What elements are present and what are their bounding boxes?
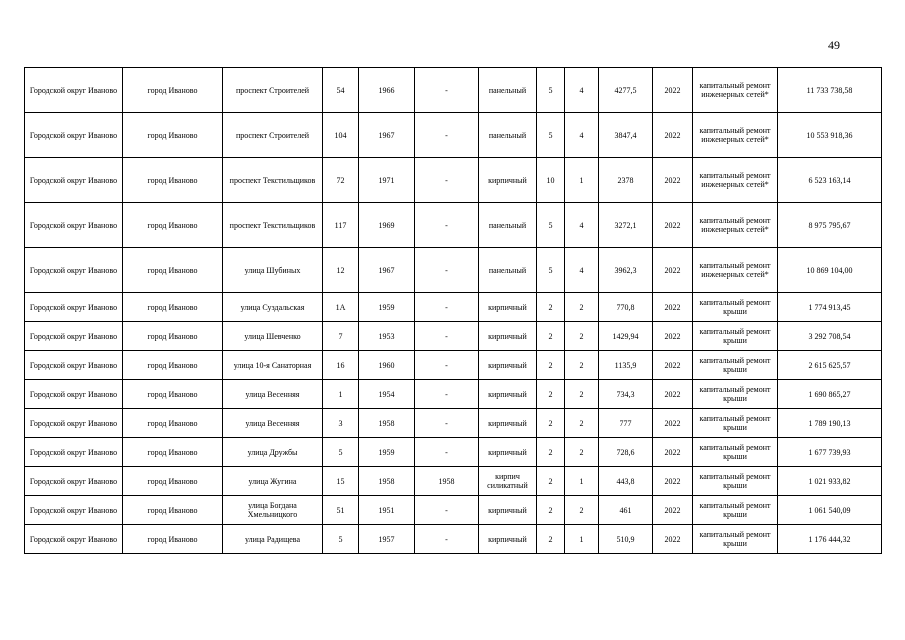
- cell-district: Городской округ Иваново: [25, 113, 123, 158]
- cell-work-type: капитальный ремонт крыши: [693, 293, 778, 322]
- cell-year-commissioning: -: [415, 351, 479, 380]
- cell-year-built: 1966: [359, 68, 415, 113]
- cell-settlement: город Иваново: [123, 525, 223, 554]
- cell-floors: 2: [537, 322, 565, 351]
- cell-district: Городской округ Иваново: [25, 248, 123, 293]
- cell-entrances: 2: [565, 380, 599, 409]
- cell-settlement: город Иваново: [123, 248, 223, 293]
- cell-entrances: 1: [565, 158, 599, 203]
- cell-floors: 5: [537, 113, 565, 158]
- cell-wall-material: кирпичный: [479, 158, 537, 203]
- cell-wall-material: кирпичный: [479, 293, 537, 322]
- cell-work-type: капитальный ремонт крыши: [693, 496, 778, 525]
- cell-area: 443,8: [599, 467, 653, 496]
- cell-floors: 5: [537, 68, 565, 113]
- cell-cost: 1 061 540,09: [778, 496, 882, 525]
- cell-repair-year: 2022: [653, 438, 693, 467]
- cell-repair-year: 2022: [653, 293, 693, 322]
- cell-cost: 1 176 444,32: [778, 525, 882, 554]
- cell-year-commissioning: -: [415, 248, 479, 293]
- cell-wall-material: панельный: [479, 113, 537, 158]
- table-row: [25, 380, 882, 409]
- cell-year-commissioning: -: [415, 438, 479, 467]
- cell-year-commissioning: -: [415, 380, 479, 409]
- table-row: [25, 158, 882, 203]
- cell-year-built: 1957: [359, 525, 415, 554]
- cell-entrances: 4: [565, 68, 599, 113]
- cell-floors: 2: [537, 496, 565, 525]
- cell-settlement: город Иваново: [123, 68, 223, 113]
- cell-house-number: 3: [323, 409, 359, 438]
- cell-settlement: город Иваново: [123, 293, 223, 322]
- cell-work-type: капитальный ремонт инженерных сетей*: [693, 68, 778, 113]
- cell-settlement: город Иваново: [123, 113, 223, 158]
- cell-floors: 2: [537, 467, 565, 496]
- cell-repair-year: 2022: [653, 525, 693, 554]
- cell-district: Городской округ Иваново: [25, 158, 123, 203]
- cell-year-built: 1967: [359, 113, 415, 158]
- cell-work-type: капитальный ремонт крыши: [693, 380, 778, 409]
- cell-district: Городской округ Иваново: [25, 203, 123, 248]
- cell-entrances: 4: [565, 248, 599, 293]
- table-row: [25, 409, 882, 438]
- cell-street: улица Жугина: [223, 467, 323, 496]
- cell-floors: 10: [537, 158, 565, 203]
- cell-settlement: город Иваново: [123, 322, 223, 351]
- cell-cost: 10 869 104,00: [778, 248, 882, 293]
- cell-work-type: капитальный ремонт крыши: [693, 351, 778, 380]
- cell-wall-material: панельный: [479, 248, 537, 293]
- cell-entrances: 1: [565, 467, 599, 496]
- cell-settlement: город Иваново: [123, 496, 223, 525]
- cell-year-built: 1951: [359, 496, 415, 525]
- cell-wall-material: кирпичный: [479, 496, 537, 525]
- cell-street: улица Богдана Хмельницкого: [223, 496, 323, 525]
- cell-repair-year: 2022: [653, 322, 693, 351]
- cell-work-type: капитальный ремонт крыши: [693, 409, 778, 438]
- cell-area: 1429,94: [599, 322, 653, 351]
- cell-year-commissioning: -: [415, 409, 479, 438]
- cell-cost: 1 021 933,82: [778, 467, 882, 496]
- table-body: [25, 68, 882, 554]
- cell-year-built: 1967: [359, 248, 415, 293]
- housing-repair-table: [24, 67, 882, 554]
- cell-wall-material: кирпичный: [479, 409, 537, 438]
- cell-district: Городской округ Иваново: [25, 380, 123, 409]
- cell-street: улица 10-я Санаторная: [223, 351, 323, 380]
- cell-district: Городской округ Иваново: [25, 293, 123, 322]
- cell-district: Городской округ Иваново: [25, 496, 123, 525]
- cell-entrances: 1: [565, 525, 599, 554]
- cell-house-number: 16: [323, 351, 359, 380]
- table-row: [25, 525, 882, 554]
- cell-house-number: 15: [323, 467, 359, 496]
- table-row: [25, 248, 882, 293]
- cell-cost: 1 774 913,45: [778, 293, 882, 322]
- cell-settlement: город Иваново: [123, 467, 223, 496]
- cell-settlement: город Иваново: [123, 158, 223, 203]
- cell-entrances: 4: [565, 113, 599, 158]
- cell-year-built: 1971: [359, 158, 415, 203]
- cell-settlement: город Иваново: [123, 351, 223, 380]
- cell-house-number: 104: [323, 113, 359, 158]
- cell-entrances: 2: [565, 409, 599, 438]
- cell-repair-year: 2022: [653, 68, 693, 113]
- cell-cost: 10 553 918,36: [778, 113, 882, 158]
- cell-wall-material: кирпичный: [479, 351, 537, 380]
- cell-floors: 2: [537, 438, 565, 467]
- cell-year-built: 1953: [359, 322, 415, 351]
- cell-work-type: капитальный ремонт крыши: [693, 467, 778, 496]
- cell-cost: 11 733 738,58: [778, 68, 882, 113]
- table-row: [25, 322, 882, 351]
- cell-area: 734,3: [599, 380, 653, 409]
- cell-work-type: капитальный ремонт инженерных сетей*: [693, 158, 778, 203]
- cell-floors: 2: [537, 380, 565, 409]
- cell-street: улица Шубиных: [223, 248, 323, 293]
- cell-repair-year: 2022: [653, 248, 693, 293]
- cell-entrances: 2: [565, 496, 599, 525]
- cell-area: 2378: [599, 158, 653, 203]
- cell-street: проспект Строителей: [223, 68, 323, 113]
- cell-house-number: 7: [323, 322, 359, 351]
- cell-year-commissioning: -: [415, 322, 479, 351]
- cell-house-number: 72: [323, 158, 359, 203]
- cell-work-type: капитальный ремонт инженерных сетей*: [693, 203, 778, 248]
- cell-cost: 1 789 190,13: [778, 409, 882, 438]
- cell-street: улица Весенняя: [223, 409, 323, 438]
- cell-settlement: город Иваново: [123, 438, 223, 467]
- cell-house-number: 117: [323, 203, 359, 248]
- cell-area: 510,9: [599, 525, 653, 554]
- cell-street: улица Дружбы: [223, 438, 323, 467]
- cell-repair-year: 2022: [653, 409, 693, 438]
- cell-wall-material: кирпичный: [479, 380, 537, 409]
- cell-year-built: 1960: [359, 351, 415, 380]
- cell-year-commissioning: -: [415, 203, 479, 248]
- cell-street: улица Радищева: [223, 525, 323, 554]
- cell-floors: 2: [537, 525, 565, 554]
- cell-entrances: 2: [565, 438, 599, 467]
- cell-house-number: 5: [323, 525, 359, 554]
- cell-cost: 2 615 625,57: [778, 351, 882, 380]
- cell-cost: 8 975 795,67: [778, 203, 882, 248]
- table-row: [25, 496, 882, 525]
- cell-repair-year: 2022: [653, 496, 693, 525]
- cell-house-number: 12: [323, 248, 359, 293]
- cell-street: улица Шевченко: [223, 322, 323, 351]
- cell-floors: 5: [537, 203, 565, 248]
- cell-wall-material: кирпичный: [479, 438, 537, 467]
- cell-year-commissioning: 1958: [415, 467, 479, 496]
- cell-year-commissioning: -: [415, 293, 479, 322]
- cell-wall-material: панельный: [479, 68, 537, 113]
- cell-floors: 2: [537, 409, 565, 438]
- cell-year-commissioning: -: [415, 68, 479, 113]
- table-row: [25, 438, 882, 467]
- table-row: [25, 68, 882, 113]
- cell-entrances: 2: [565, 322, 599, 351]
- cell-settlement: город Иваново: [123, 380, 223, 409]
- cell-year-built: 1969: [359, 203, 415, 248]
- cell-street: проспект Строителей: [223, 113, 323, 158]
- cell-street: проспект Текстильщиков: [223, 203, 323, 248]
- cell-work-type: капитальный ремонт крыши: [693, 525, 778, 554]
- cell-work-type: капитальный ремонт крыши: [693, 438, 778, 467]
- cell-street: улица Суздальская: [223, 293, 323, 322]
- cell-street: проспект Текстильщиков: [223, 158, 323, 203]
- cell-year-commissioning: -: [415, 525, 479, 554]
- cell-wall-material: панельный: [479, 203, 537, 248]
- table-row: [25, 113, 882, 158]
- cell-house-number: 54: [323, 68, 359, 113]
- cell-wall-material: кирпичный: [479, 322, 537, 351]
- cell-area: 770,8: [599, 293, 653, 322]
- cell-cost: 3 292 708,54: [778, 322, 882, 351]
- table-row: [25, 203, 882, 248]
- cell-district: Городской округ Иваново: [25, 438, 123, 467]
- cell-work-type: капитальный ремонт инженерных сетей*: [693, 248, 778, 293]
- cell-entrances: 4: [565, 203, 599, 248]
- cell-repair-year: 2022: [653, 158, 693, 203]
- cell-area: 3962,3: [599, 248, 653, 293]
- cell-house-number: 5: [323, 438, 359, 467]
- cell-floors: 5: [537, 248, 565, 293]
- cell-year-commissioning: -: [415, 496, 479, 525]
- cell-settlement: город Иваново: [123, 409, 223, 438]
- cell-year-built: 1958: [359, 409, 415, 438]
- cell-repair-year: 2022: [653, 380, 693, 409]
- cell-district: Городской округ Иваново: [25, 409, 123, 438]
- cell-entrances: 2: [565, 351, 599, 380]
- cell-work-type: капитальный ремонт инженерных сетей*: [693, 113, 778, 158]
- cell-repair-year: 2022: [653, 203, 693, 248]
- cell-area: 3272,1: [599, 203, 653, 248]
- cell-entrances: 2: [565, 293, 599, 322]
- cell-district: Городской округ Иваново: [25, 322, 123, 351]
- cell-work-type: капитальный ремонт крыши: [693, 322, 778, 351]
- cell-year-built: 1959: [359, 438, 415, 467]
- cell-area: 777: [599, 409, 653, 438]
- cell-wall-material: кирпичный: [479, 525, 537, 554]
- cell-repair-year: 2022: [653, 467, 693, 496]
- cell-district: Городской округ Иваново: [25, 68, 123, 113]
- cell-repair-year: 2022: [653, 351, 693, 380]
- cell-floors: 2: [537, 351, 565, 380]
- cell-district: Городской округ Иваново: [25, 351, 123, 380]
- cell-area: 461: [599, 496, 653, 525]
- cell-house-number: 1: [323, 380, 359, 409]
- cell-floors: 2: [537, 293, 565, 322]
- cell-year-built: 1958: [359, 467, 415, 496]
- cell-year-commissioning: -: [415, 158, 479, 203]
- cell-cost: 1 690 865,27: [778, 380, 882, 409]
- cell-area: 1135,9: [599, 351, 653, 380]
- table-row: [25, 293, 882, 322]
- cell-cost: 1 677 739,93: [778, 438, 882, 467]
- cell-wall-material: кирпич силикатный: [479, 467, 537, 496]
- cell-settlement: город Иваново: [123, 203, 223, 248]
- cell-area: 728,6: [599, 438, 653, 467]
- cell-area: 3847,4: [599, 113, 653, 158]
- table-row: [25, 467, 882, 496]
- cell-year-built: 1959: [359, 293, 415, 322]
- cell-district: Городской округ Иваново: [25, 525, 123, 554]
- cell-street: улица Весенняя: [223, 380, 323, 409]
- cell-year-commissioning: -: [415, 113, 479, 158]
- cell-cost: 6 523 163,14: [778, 158, 882, 203]
- cell-area: 4277,5: [599, 68, 653, 113]
- cell-district: Городской округ Иваново: [25, 467, 123, 496]
- cell-repair-year: 2022: [653, 113, 693, 158]
- table-row: [25, 351, 882, 380]
- cell-house-number: 51: [323, 496, 359, 525]
- page-number: 49: [828, 38, 840, 52]
- cell-year-built: 1954: [359, 380, 415, 409]
- cell-house-number: 1А: [323, 293, 359, 322]
